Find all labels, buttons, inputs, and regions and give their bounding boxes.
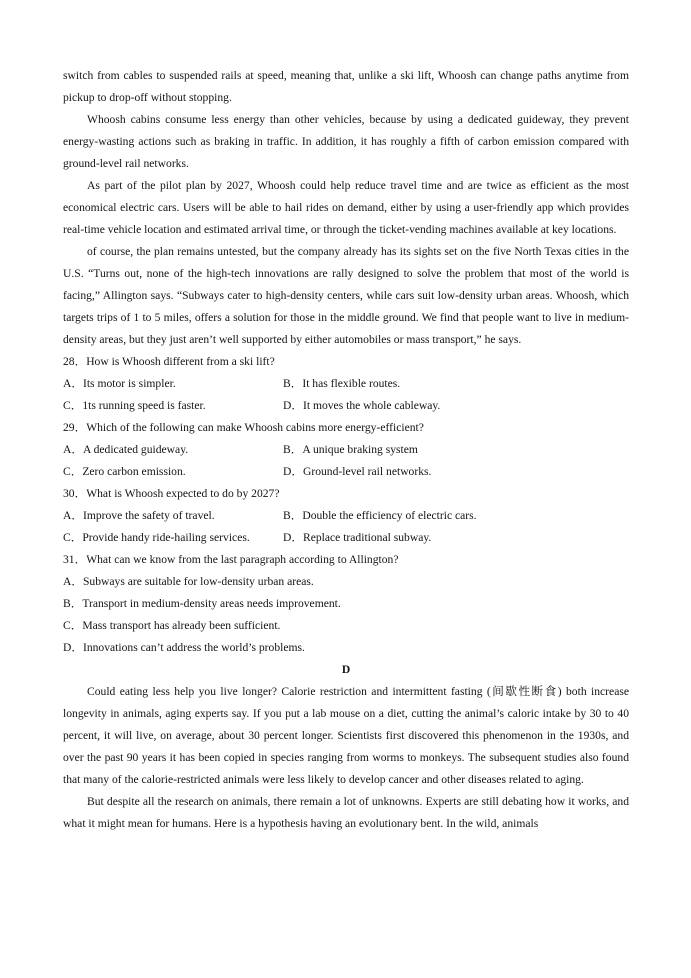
question-31-option-c: C．Mass transport has already been sufficient. [63, 619, 281, 632]
question-30-options-row-2 [63, 527, 629, 549]
question-28-options-row-2 [63, 395, 629, 417]
question-30-option-c: C．Provide handy ride-hailing services. [63, 531, 250, 544]
question-29-option-a: A．A dedicated guideway. [63, 443, 189, 456]
question-29-option-b: B．A unique braking system [283, 443, 418, 456]
question-29-stem: 29．Which of the following can make Whoosh cabins more energy-efficient? [63, 421, 424, 434]
question-29-option-d: D．Ground-level rail networks. [283, 465, 432, 478]
question-28-option-d: D．It moves the whole cableway. [283, 399, 441, 412]
passage-c-paragraph-2: Whoosh cabins consume less energy than other vehicles, because by using a dedicated guideway, they prevent energy-wasting actions such as braking in traffic. In addition, it has roughly a fifth of carbon emission compared with ground-level rail networks. [63, 113, 629, 170]
question-28-options-row-1 [63, 373, 629, 395]
question-29-options-row-1 [63, 439, 629, 461]
question-31-option-a: A．Subways are suitable for low-density urban areas. [63, 575, 314, 588]
question-31-stem: 31．What can we know from the last paragraph according to Allington? [63, 553, 399, 566]
question-31-option-b: B．Transport in medium-density areas needs improvement. [63, 597, 341, 610]
question-28-stem: 28．How is Whoosh different from a ski lift? [63, 355, 275, 368]
question-28-option-b: B．It has flexible routes. [283, 377, 401, 390]
passage-d-heading: D [341, 663, 351, 676]
exam-page [63, 65, 629, 835]
passage-c-paragraph-3: As part of the pilot plan by 2027, Whoosh could help reduce travel time and are twice as efficient as the most economical electric cars. Users will be able to hail rides on demand, either by using a user-friendly app which provides real-time vehicle location and estimated arrival time, or through the ticket-vending machines available at key locations. [63, 179, 629, 236]
question-29-options-row-2 [63, 461, 629, 483]
question-28-option-c: C．1ts running speed is faster. [63, 399, 206, 412]
question-29-option-c: C．Zero carbon emission. [63, 465, 186, 478]
question-31-option-d: D．Innovations can’t address the world’s problems. [63, 641, 305, 654]
passage-d-paragraph-1: Could eating less help you live longer? Calorie restriction and intermittent fasting (间歇性断食) both increase longevity in animals, aging experts say. If you put a lab mouse on a diet, cutting the animal’s caloric intake by 30 to 40 percent, it will live, on average, about 30 percent longer. Scientists first discovered this phenomenon in the 1930s, and over the past 90 years it has been copied in species ranging from worms to monkeys. The subsequent studies also found that many of the calorie-restricted animals were less likely to develop cancer and other diseases related to aging. [63, 685, 629, 786]
question-30-stem: 30．What is Whoosh expected to do by 2027? [63, 487, 280, 500]
question-30-option-a: A．Improve the safety of travel. [63, 509, 215, 522]
question-30-option-d: D．Replace traditional subway. [283, 531, 432, 544]
passage-c-paragraph-1: switch from cables to suspended rails at speed, meaning that, unlike a ski lift, Whoosh can change paths anytime from pickup to drop-off without stopping. [63, 69, 629, 104]
question-30-options-row-1 [63, 505, 629, 527]
question-30-option-b: B．Double the efficiency of electric cars. [283, 509, 477, 522]
passage-c-paragraph-4: of course, the plan remains untested, but the company already has its sights set on the five North Texas cities in the U.S. “Turns out, none of the high-tech innovations are rally designed to solve the problem that most of the world is facing,” Allington says. “Subways cater to high-density centers, while cars suit low-density urban areas. Whoosh, which targets trips of 1 to 5 miles, offers a solution for those in the middle ground. We find that people want to live in medium-density areas, but they just aren’t well supported by either automobiles or mass transport,” he says. [63, 245, 629, 346]
passage-d-paragraph-2: But despite all the research on animals, there remain a lot of unknowns. Experts are still debating how it works, and what it might mean for humans. Here is a hypothesis having an evolutionary bent. In the wild, animals [63, 795, 629, 830]
question-28-option-a: A．Its motor is simpler. [63, 377, 176, 390]
